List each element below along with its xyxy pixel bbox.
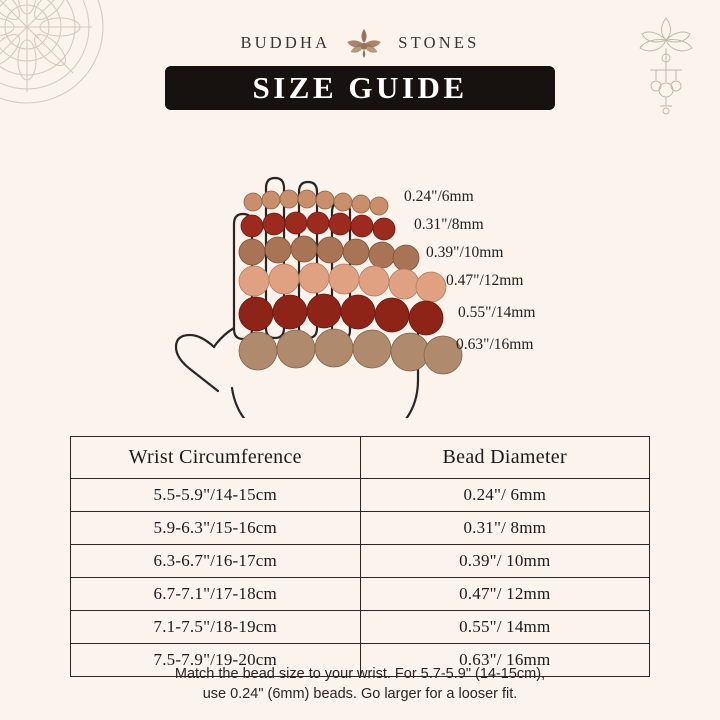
footer-note — [0, 664, 720, 704]
callout-10mm: 0.39"/10mm — [426, 244, 504, 261]
footer-line-2: use 0.24" (6mm) beads. Go larger for a looser fit. — [202, 686, 518, 702]
brand-word-right: STONES — [398, 33, 480, 52]
cell-wrist: 6.7-7.1"/17-18cm — [71, 578, 361, 611]
cell-wrist: 5.5-5.9"/14-15cm — [71, 479, 361, 512]
size-table — [70, 436, 650, 677]
table-row — [71, 545, 650, 578]
table-row — [71, 479, 650, 512]
brand-word-left: BUDDHA — [240, 33, 331, 52]
callout-14mm: 0.55"/14mm — [458, 304, 536, 321]
hand-illustration — [0, 118, 720, 418]
column-header-wrist: Wrist Circumference — [71, 437, 361, 479]
page-title — [165, 66, 555, 110]
page-title-text: SIZE GUIDE — [252, 70, 468, 105]
cell-wrist: 7.5-7.9"/19-20cm — [71, 644, 361, 677]
brand-header — [0, 26, 720, 60]
callout-16mm: 0.63"/16mm — [456, 336, 534, 353]
cell-bead: 0.39"/ 10mm — [360, 545, 650, 578]
cell-bead: 0.55"/ 14mm — [360, 611, 650, 644]
table-row — [71, 512, 650, 545]
column-header-bead: Bead Diameter — [360, 437, 650, 479]
cell-bead: 0.24"/ 6mm — [360, 479, 650, 512]
cell-wrist: 5.9-6.3"/15-16cm — [71, 512, 361, 545]
callout-6mm: 0.24"/6mm — [404, 188, 474, 205]
cell-bead: 0.63"/ 16mm — [360, 644, 650, 677]
footer-line-1: Match the bead size to your wrist. For 5.7-5.9" (14-15cm), — [174, 666, 546, 682]
callout-8mm: 0.31"/8mm — [414, 216, 484, 233]
table-row — [71, 611, 650, 644]
lotus-ornament-icon — [630, 8, 702, 118]
callout-12mm: 0.47"/12mm — [446, 272, 524, 289]
cell-wrist: 6.3-6.7"/16-17cm — [71, 545, 361, 578]
table-row — [71, 578, 650, 611]
cell-wrist: 7.1-7.5"/18-19cm — [71, 611, 361, 644]
lotus-icon — [344, 26, 384, 60]
table-header-row — [71, 437, 650, 479]
cell-bead: 0.31"/ 8mm — [360, 512, 650, 545]
cell-bead: 0.47"/ 12mm — [360, 578, 650, 611]
